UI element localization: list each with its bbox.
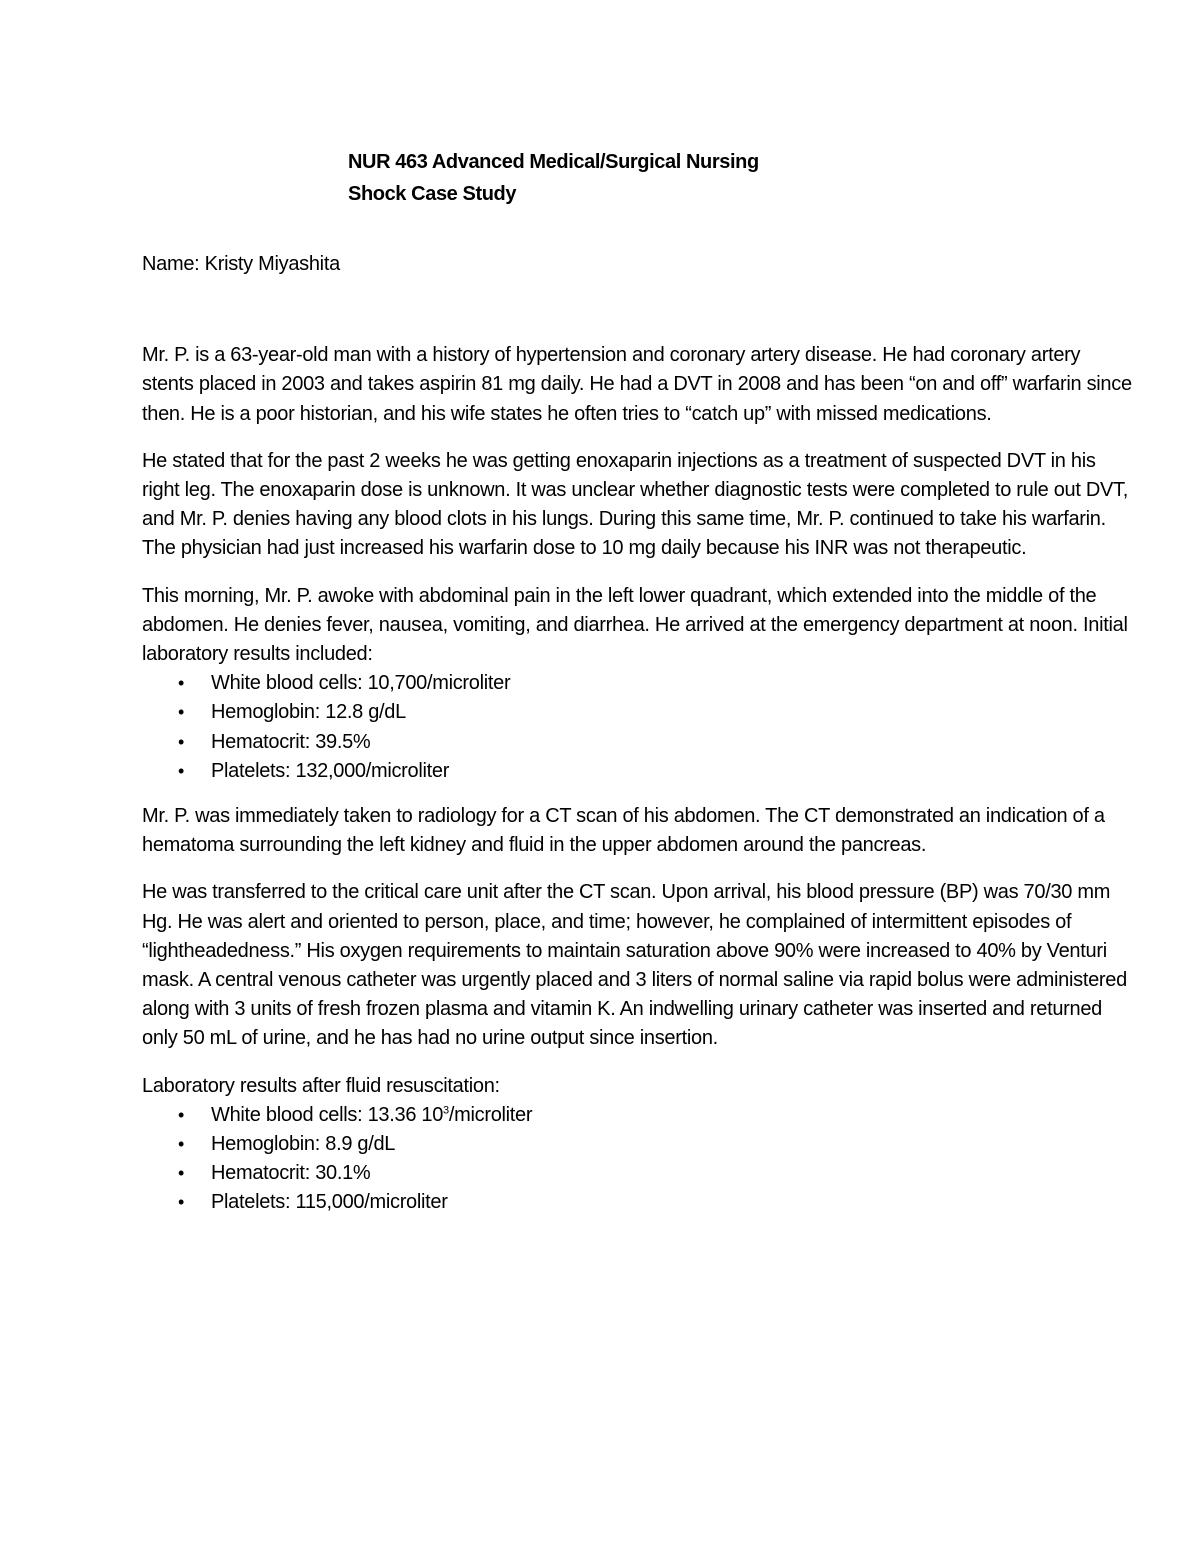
bullet-icon: •: [178, 1163, 185, 1184]
post-resuscitation-labs-list: [142, 1101, 1132, 1218]
lab-value: Hemoglobin: 8.9 g/dL: [211, 1133, 396, 1156]
lab-unit: /microliter: [448, 1103, 533, 1126]
bullet-icon: •: [178, 731, 185, 752]
history-paragraph: Mr. P. is a 63-year-old man with a history of hypertension and coronary artery disease. He had coronary artery stents placed in 2003 and takes aspirin 81 mg daily. He had a DVT in 2008 and has been “on and off” warfarin since then. He is a poor historian, and his wife states he often tries to “catch up” with missed medications.: [142, 344, 1132, 425]
course-title: NUR 463 Advanced Medical/Surgical Nursing: [348, 151, 759, 173]
lab-value: Platelets: 132,000/microliter: [211, 759, 450, 782]
list-item: [178, 757, 1132, 786]
list-item: [178, 698, 1132, 727]
presentation-paragraph: This morning, Mr. P. awoke with abdominal pain in the left lower quadrant, which extended into the middle of the abdomen. He denies fever, nausea, vomiting, and diarrhea. He arrived at the emergency department at noon. Initial laboratory results included:: [142, 584, 1128, 666]
bullet-icon: •: [178, 1192, 185, 1213]
bullet-icon: •: [178, 702, 185, 723]
bullet-icon: •: [178, 760, 185, 781]
lab-value: Platelets: 115,000/microliter: [211, 1191, 448, 1214]
title-block: [348, 146, 1132, 210]
bullet-icon: •: [178, 673, 185, 694]
lab-value: White blood cells: 10,700/microliter: [211, 672, 511, 695]
list-item: [178, 1130, 1132, 1159]
document-body: [142, 146, 1132, 1218]
enoxaparin-paragraph: He stated that for the past 2 weeks he was getting enoxaparin injections as a treatment of suspected DVT in his right leg. The enoxaparin dose is unknown. It was unclear whether diagnostic tests were completed to rule out DVT, and Mr. P. denies having any blood clots in his lungs. During this same time, Mr. P. continued to take his warfarin. The physician had just increased his warfarin dose to 10 mg daily because his INR was not therapeutic.: [142, 449, 1128, 560]
list-item: [178, 1188, 1132, 1217]
critical-care-paragraph: He was transferred to the critical care unit after the CT scan. Upon arrival, his blood pressure (BP) was 70/30 mm Hg. He was alert and oriented to person, place, and time; however, he complained of intermittent episodes of “lightheadedness.” His oxygen requirements to maintain saturation above 90% were increased to 40% by Venturi mask. A central venous catheter was urgently placed and 3 liters of normal saline via rapid bolus were administered along with 3 units of fresh frozen plasma and vitamin K. An indwelling urinary catheter was inserted and returned only 50 mL of urine, and he has had no urine output since insertion.: [142, 881, 1127, 1050]
post-resuscitation-intro: Laboratory results after fluid resuscitation:: [142, 1074, 500, 1097]
bullet-icon: •: [178, 1104, 185, 1125]
assignment-title: Shock Case Study: [348, 183, 517, 205]
lab-value: Hematocrit: 39.5%: [211, 730, 371, 753]
list-item: [178, 1101, 1132, 1130]
student-name: Name: Kristy Miyashita: [142, 253, 340, 275]
list-item: [178, 728, 1132, 757]
lab-value: White blood cells: 13.36 10: [211, 1103, 444, 1126]
ct-scan-paragraph: Mr. P. was immediately taken to radiology for a CT scan of his abdomen. The CT demonstrated an indication of a hematoma surrounding the left kidney and fluid in the upper abdomen around the pancreas.: [142, 805, 1105, 857]
lab-value: Hemoglobin: 12.8 g/dL: [211, 701, 406, 724]
lab-value: Hematocrit: 30.1%: [211, 1162, 371, 1185]
list-item: [178, 1159, 1132, 1188]
initial-labs-list: [142, 669, 1132, 786]
list-item: [178, 669, 1132, 698]
bullet-icon: •: [178, 1134, 185, 1155]
superscript-exponent: 3: [443, 1104, 449, 1117]
